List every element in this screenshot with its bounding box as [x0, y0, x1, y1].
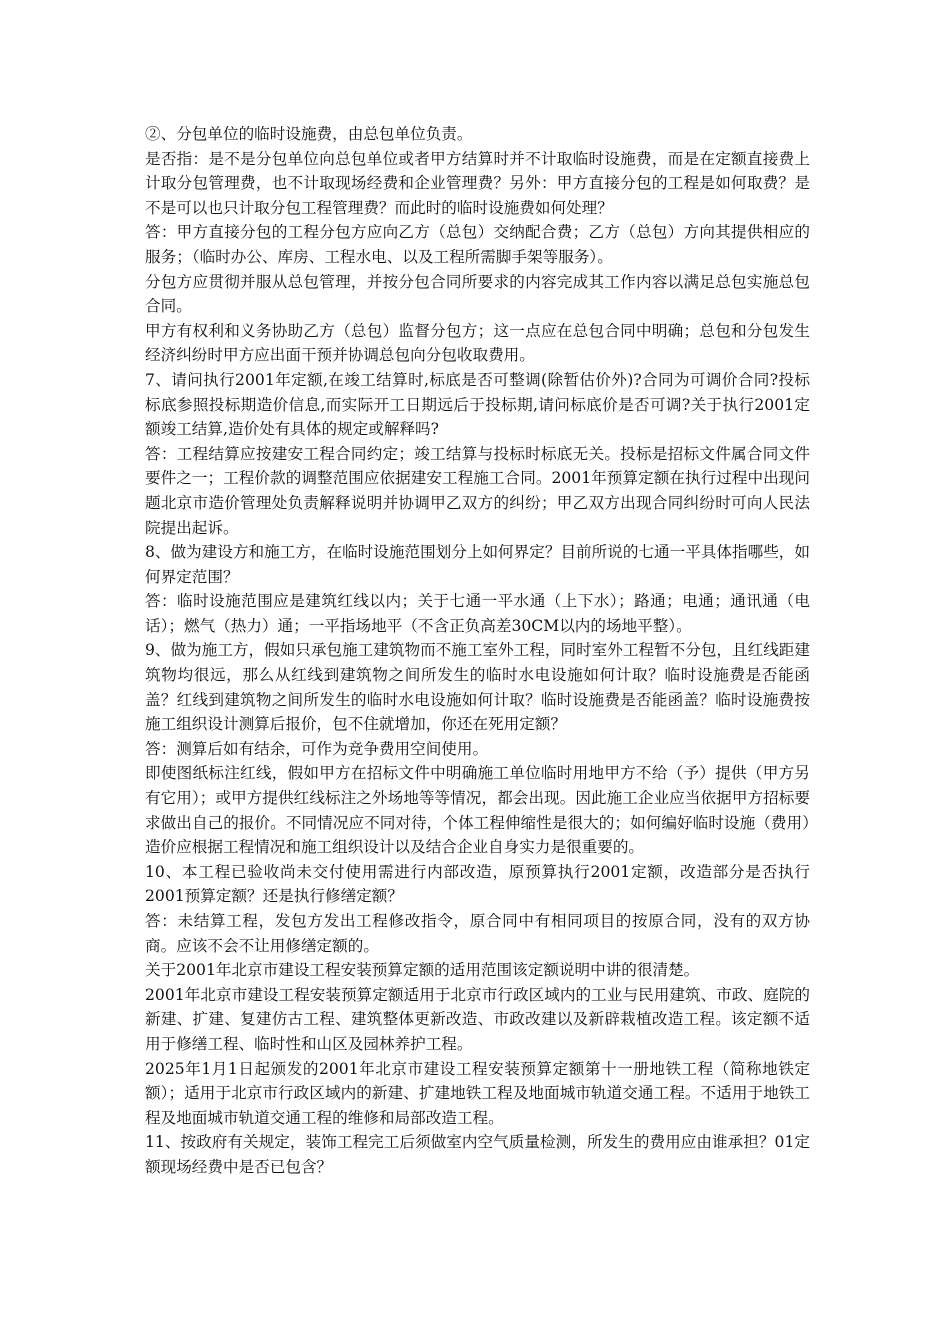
question-7: 7、请问执行2001年定额,在竣工结算时,标底是否可整调(除暂估价外)?合同为可调价合同?投标标底参照投标期造价信息,而实际开工日期远后于投标期,请问标底价是否可调?关于执行2001定额竣工结算,造价处有具体的规定或解释吗? — [145, 370, 810, 439]
paragraph: 关于2001年北京市建设工程安装预算定额的适用范围该定额说明中讲的很清楚。 — [145, 961, 700, 980]
answer-7: 答：工程结算应按建安工程合同约定；竣工结算与投标时标底无关。投标是招标文件属合同文件要件之一；工程价款的调整范围应依据建安工程施工合同。2001年预算定额在执行过程中出现问题北京市造价管理处负责解释说明并协调甲乙双方的纠纷；甲乙双方出现合同纠纷时可向人民法院提出起诉。 — [145, 444, 810, 537]
paragraph: 2025年1月1日起颁发的2001年北京市建设工程安装预算定额第十一册地铁工程（简称地铁定额）；适用于北京市行政区域内的新建、扩建地铁工程及地面城市轨道交通工程。不适用于地铁工程及地面城市轨道交通工程的维修和局部改造工程。 — [145, 1059, 810, 1127]
answer-10: 答：未结算工程，发包方发出工程修改指令，原合同中有相同项目的按原合同，没有的双方协商。应该不会不让用修缮定额的。 — [145, 912, 810, 955]
paragraph: 即使图纸标注红线，假如甲方在招标文件中明确施工单位临时用地甲方不给（予）提供（甲方另有它用）；或甲方提供红线标注之外场地等等情况，都会出现。因此施工企业应当依据甲方招标要求做出自己的报价。不同情况应不同对待，个体工程伸缩性是很大的；如何编好临时设施（费用）造价应根据工程情况和施工组织设计以及结合企业自身实力是很重要的。 — [145, 764, 810, 857]
question-8: 8、做为建设方和施工方，在临时设施范围划分上如何界定？目前所说的七通一平具体指哪些，如何界定范围？ — [145, 543, 810, 586]
paragraph: 是否指：是不是分包单位向总包单位或者甲方结算时并不计取临时设施费，而是在定额直接费上计取分包管理费，也不计取现场经费和企业管理费？另外：甲方直接分包的工程是如何取费？是不是可以也只计取分包工程管理费？而此时的临时设施费如何处理？ — [145, 149, 810, 217]
document-body — [145, 122, 810, 1180]
paragraph: 答：甲方直接分包的工程分包方应向乙方（总包）交纳配合费；乙方（总包）方向其提供相应的服务；（临时办公、库房、工程水电、以及工程所需脚手架等服务）。 — [145, 223, 810, 266]
paragraph: 甲方有权利和义务协助乙方（总包）监督分包方；这一点应在总包合同中明确；总包和分包发生经济纠纷时甲方应出面干预并协调总包向分包收取费用。 — [145, 321, 810, 365]
question-10: 10、本工程已验收尚未交付使用需进行内部改造，原预算执行2001定额，改造部分是否执行2001预算定额？还是执行修缮定额？ — [145, 862, 810, 906]
answer-9: 答：测算后如有结余，可作为竞争费用空间使用。 — [145, 739, 489, 758]
paragraph: 2001年北京市建设工程安装预算定额适用于北京市行政区域内的工业与民用建筑、市政、庭院的新建、扩建、复建仿古工程、建筑整体更新改造、市政改建以及新辟栽植改造工程。该定额不适用于修缮工程、临时性和山区及园林养护工程。 — [145, 985, 810, 1053]
question-9: 9、做为施工方，假如只承包施工建筑物而不施工室外工程，同时室外工程暂不分包，且红线距建筑物均很远，那么从红线到建筑物之间所发生的临时水电设施如何计取？临时设施费是否能函盖？红线到建筑物之间所发生的临时水电设施如何计取？临时设施费是否能函盖？临时设施费按施工组织设计测算后报价，包不住就增加，你还在死用定额？ — [145, 641, 810, 734]
answer-8: 答：临时设施范围应是建筑红线以内；关于七通一平水通（上下水）；路通；电通；通讯通（电话）；燃气（热力）通；一平指场地平（不含正负高差30CM以内的场地平整）。 — [145, 592, 810, 635]
question-11: 11、按政府有关规定，装饰工程完工后须做室内空气质量检测，所发生的费用应由谁承担？01定额现场经费中是否已包含？ — [145, 1133, 810, 1176]
paragraph: 分包方应贯彻并服从总包管理，并按分包合同所要求的内容完成其工作内容以满足总包实施总包合同。 — [145, 272, 810, 316]
paragraph: ②、分包单位的临时设施费，由总包单位负责。 — [145, 125, 473, 143]
